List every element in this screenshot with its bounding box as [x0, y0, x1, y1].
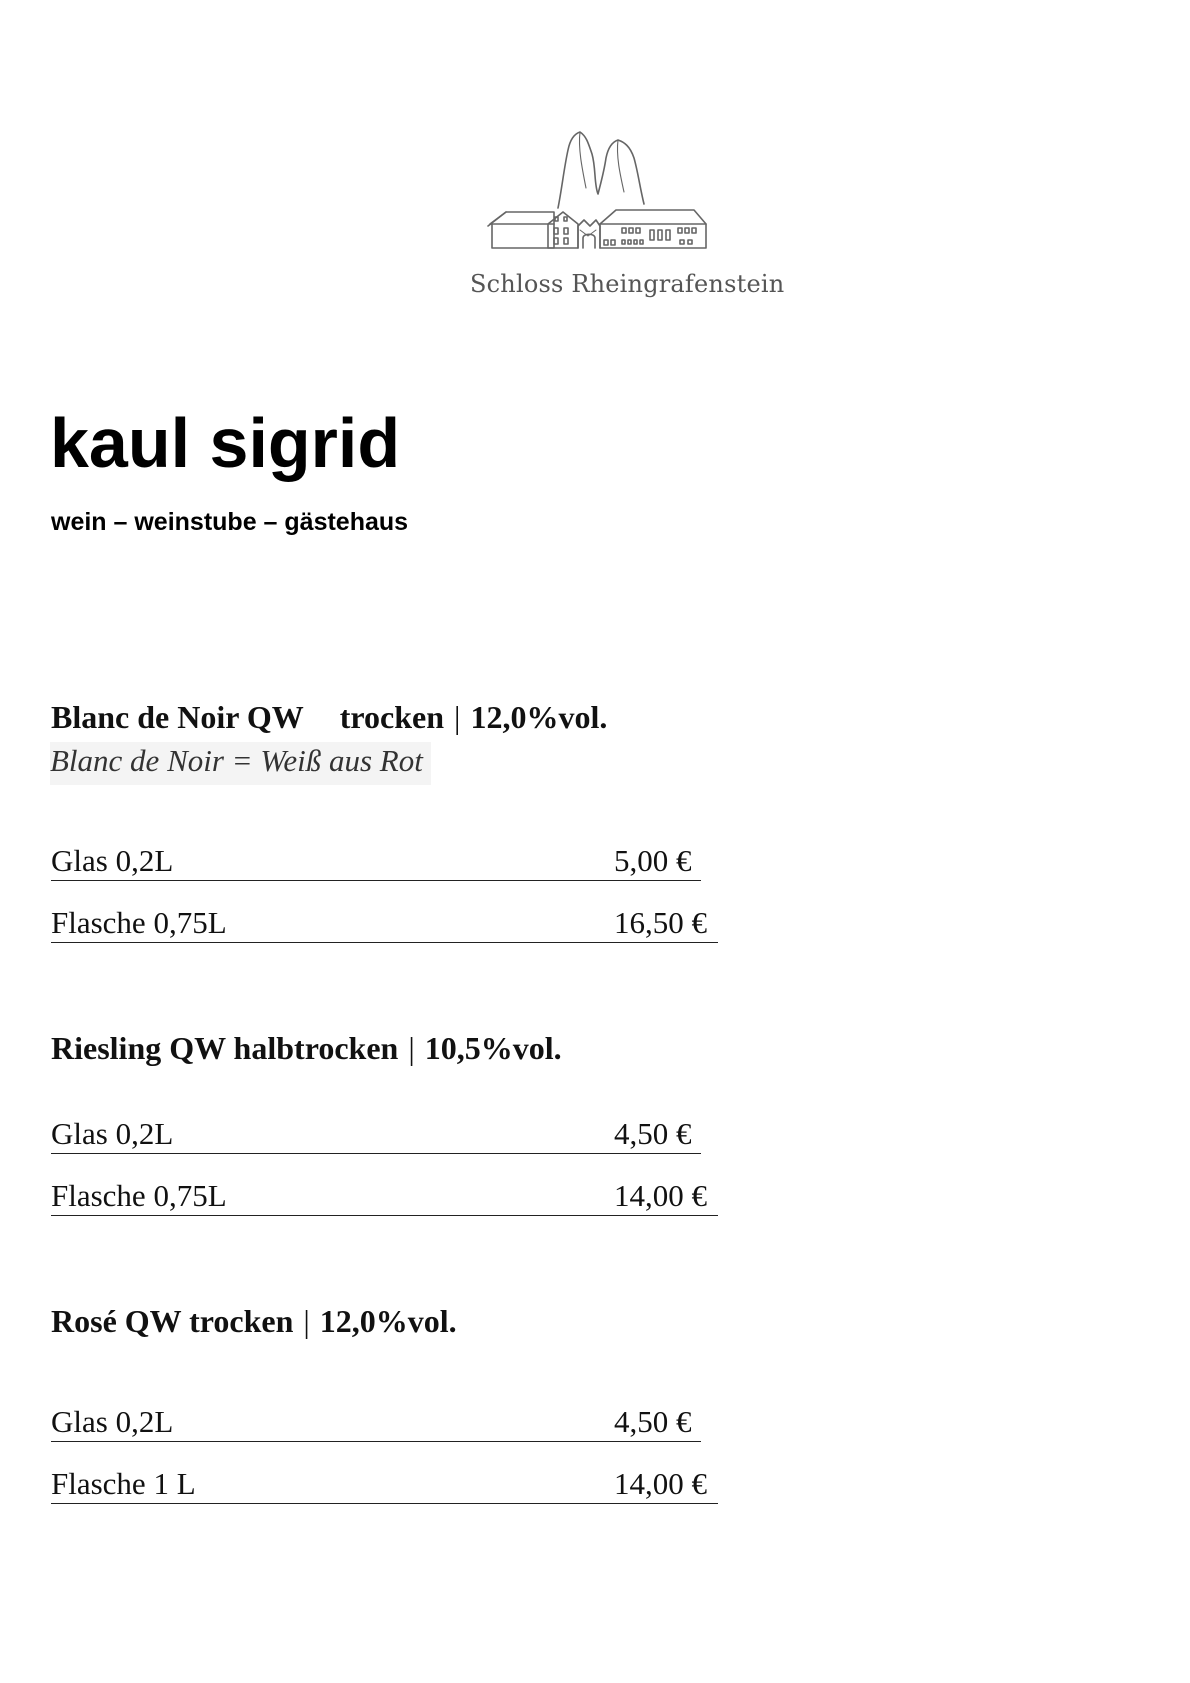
price-label: Glas 0,2L — [51, 1404, 174, 1439]
price-label: Glas 0,2L — [51, 843, 174, 878]
wine-style: trocken — [339, 699, 445, 735]
page-tagline: wein – weinstube – gästehaus — [51, 508, 409, 536]
wine-heading-rose: Rosé QW trocken | 12,0%vol. — [51, 1303, 457, 1339]
price-label: Glas 0,2L — [51, 1116, 174, 1151]
page-title: kaul sigrid — [50, 404, 401, 482]
castle-logo — [470, 128, 785, 308]
price-row — [51, 1465, 718, 1504]
price-value: 4,50 € — [614, 1116, 692, 1151]
price-label: Flasche 1 L — [51, 1466, 196, 1501]
price-row — [51, 842, 701, 881]
wine-name: Riesling QW halbtrocken — [51, 1030, 399, 1066]
price-value: 5,00 € — [614, 843, 692, 878]
price-label: Flasche 0,75L — [51, 1178, 227, 1213]
price-row — [51, 904, 718, 943]
wine-name: Blanc de Noir QW — [51, 699, 304, 735]
price-value: 16,50 € — [614, 905, 707, 940]
price-row — [51, 1177, 718, 1216]
wine-heading-riesling: Riesling QW halbtrocken | 10,5%vol. — [51, 1030, 562, 1066]
wine-heading-blanc-de-noir: Blanc de Noir QW trocken | 12,0%vol. — [51, 699, 608, 735]
price-value: 14,00 € — [614, 1466, 707, 1501]
wine-name: Rosé QW trocken — [51, 1303, 294, 1339]
wine-alcohol: 12,0%vol. — [319, 1303, 457, 1339]
price-row — [51, 1115, 701, 1154]
castle-mountain-logo-icon — [484, 128, 716, 258]
wine-alcohol: 12,0%vol. — [470, 699, 608, 735]
price-value: 4,50 € — [614, 1404, 692, 1439]
price-row — [51, 1403, 701, 1442]
price-value: 14,00 € — [614, 1178, 707, 1213]
wine-note: Blanc de Noir = Weiß aus Rot — [50, 742, 431, 785]
logo-caption: Schloss Rheingrafenstein — [470, 270, 785, 298]
wine-alcohol: 10,5%vol. — [424, 1030, 562, 1066]
price-label: Flasche 0,75L — [51, 905, 227, 940]
